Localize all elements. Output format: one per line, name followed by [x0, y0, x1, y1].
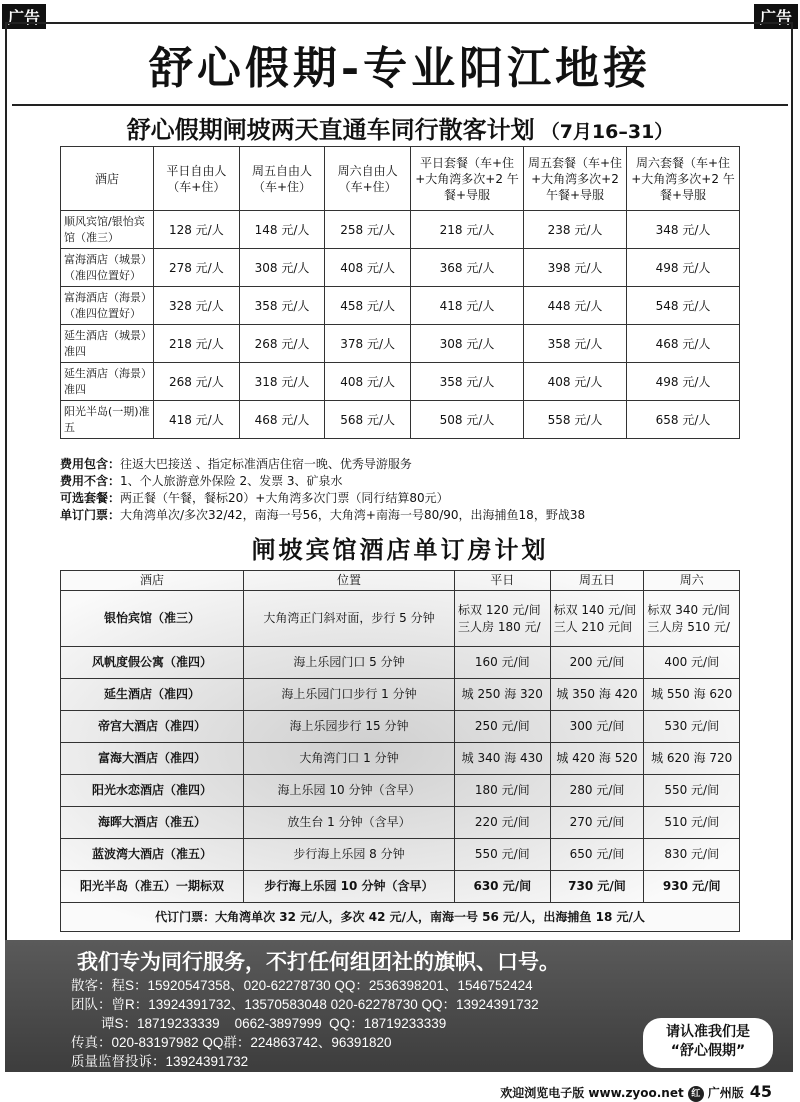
note-line: [60, 507, 750, 524]
contact-line: 质量监督投诉：13924391732: [71, 1054, 249, 1069]
price-cell: 408 元/人: [325, 363, 411, 401]
hotel-cell: 顺风宾馆/银怡宾馆（准三）: [61, 211, 154, 249]
table-row: [61, 363, 740, 401]
plan1-date-range: （7月16–31）: [540, 121, 674, 143]
price-cell: 258 元/人: [325, 211, 411, 249]
price-cell: 368 元/人: [411, 249, 524, 287]
table-row: [61, 679, 740, 711]
table-row: [61, 775, 740, 807]
location-cell: 大角湾正门斜对面，步行 5 分钟: [244, 591, 455, 647]
note-text: 大角湾单次/多次32/42，南海一号56，大角湾+南海一号80/90，出海捕鱼18，野战38: [120, 508, 586, 522]
hotel-cell: 富海酒店（城景）（准四位置好）: [61, 249, 154, 287]
price-cell: 530 元/间: [644, 711, 740, 743]
table-row: [61, 401, 740, 439]
price-cell: 830 元/间: [644, 839, 740, 871]
table-row: [61, 743, 740, 775]
price-cell: 630 元/间: [455, 871, 551, 903]
price-cell: 550 元/间: [455, 839, 551, 871]
price-cell: 148 元/人: [239, 211, 325, 249]
plan2-title: 闸坡宾馆酒店单订房计划: [251, 536, 549, 564]
table-row: [61, 249, 740, 287]
price-cell: 348 元/人: [627, 211, 740, 249]
price-cell: 标双 140 元/间 三人 210 元间: [550, 591, 644, 647]
price-cell: 278 元/人: [154, 249, 240, 287]
price-cell: 498 元/人: [627, 363, 740, 401]
price-cell: 448 元/人: [524, 287, 627, 325]
ad-label-left: 广告: [2, 4, 46, 29]
table-footer-row: [61, 903, 740, 932]
hotel-cell: 阳光半岛(一期)准五: [61, 401, 154, 439]
price-cell: 398 元/人: [524, 249, 627, 287]
price-cell: 城 620 海 720: [644, 743, 740, 775]
price-cell: 658 元/人: [627, 401, 740, 439]
price-cell: 300 元/间: [550, 711, 644, 743]
hotel-cell: 延生酒店（准四）: [61, 679, 244, 711]
price-cell: 城 550 海 620: [644, 679, 740, 711]
note-text: 两正餐（午餐，餐标20）+大角湾多次门票（同行结算80元）: [120, 491, 449, 505]
note-text: 1、个人旅游意外保险 2、发票 3、矿泉水: [120, 474, 343, 488]
price-cell: 160 元/间: [455, 647, 551, 679]
table-row: [61, 591, 740, 647]
location-cell: 步行海上乐园 8 分钟: [244, 839, 455, 871]
col-header: 周五日: [550, 571, 644, 591]
price-cell: 280 元/间: [550, 775, 644, 807]
col-header: 周六套餐（车+住+大角湾多次+2 午餐+导服: [627, 147, 740, 211]
price-cell: 城 340 海 430: [455, 743, 551, 775]
hotel-cell: 海晖大酒店（准五）: [61, 807, 244, 839]
table-row: [61, 711, 740, 743]
price-cell: 378 元/人: [325, 325, 411, 363]
location-cell: 放生台 1 分钟（含早）: [244, 807, 455, 839]
price-cell: 568 元/人: [325, 401, 411, 439]
location-cell: 海上乐园 10 分钟（含早）: [244, 775, 455, 807]
price-cell: 458 元/人: [325, 287, 411, 325]
price-cell: 180 元/间: [455, 775, 551, 807]
location-cell: 海上乐园门口 5 分钟: [244, 647, 455, 679]
note-line: [60, 473, 750, 490]
price-cell: 308 元/人: [411, 325, 524, 363]
hotel-cell: 富海酒店（海景）（准四位置好）: [61, 287, 154, 325]
hotel-cell: 帝宫大酒店（准四）: [61, 711, 244, 743]
price-cell: 城 420 海 520: [550, 743, 644, 775]
price-cell: 548 元/人: [627, 287, 740, 325]
price-cell: 标双 340 元/间 三人房 510 元/: [644, 591, 740, 647]
note-line: [60, 456, 750, 473]
contact-line: 传真：020-83197982 QQ群：224863742、96391820: [71, 1035, 392, 1050]
price-cell: 508 元/人: [411, 401, 524, 439]
ad-label-right: 广告: [754, 4, 798, 29]
contact-panel: [5, 940, 793, 1072]
brand-badge: [643, 1018, 773, 1068]
plan1-title-text: 舒心假期闸坡两天直通车同行散客计划: [126, 116, 535, 144]
note-label: 费用不含：: [60, 474, 121, 488]
col-header: 平日: [455, 571, 551, 591]
price-cell: 408 元/人: [524, 363, 627, 401]
footer-text: 欢迎浏览电子版 www.zyoo.net: [500, 1086, 684, 1100]
hotel-cell: 阳光半岛（准五）一期标双: [61, 871, 244, 903]
plan1-title: [0, 110, 800, 145]
price-cell: 418 元/人: [154, 401, 240, 439]
page-footer: [500, 1082, 772, 1102]
price-cell: 城 250 海 320: [455, 679, 551, 711]
price-cell: 128 元/人: [154, 211, 240, 249]
col-header: 周六: [644, 571, 740, 591]
hotel-cell: 延生酒店（海景）准四: [61, 363, 154, 401]
price-cell: 318 元/人: [239, 363, 325, 401]
hotel-cell: 风帆度假公寓（准四）: [61, 647, 244, 679]
price-cell: 408 元/人: [325, 249, 411, 287]
price-cell: 930 元/间: [644, 871, 740, 903]
price-cell: 498 元/人: [627, 249, 740, 287]
badge-line: “舒心假期”: [670, 1043, 746, 1059]
price-cell: 358 元/人: [524, 325, 627, 363]
table-header-row: [61, 571, 740, 591]
price-cell: 218 元/人: [411, 211, 524, 249]
table-row: [61, 647, 740, 679]
table-row: [61, 871, 740, 903]
note-label: 可选套餐：: [60, 491, 121, 505]
col-header: 酒店: [61, 571, 244, 591]
edition-label: 广州版: [707, 1086, 744, 1100]
location-cell: 海上乐园门口步行 1 分钟: [244, 679, 455, 711]
table-row: [61, 325, 740, 363]
price-cell: 400 元/间: [644, 647, 740, 679]
col-header: 位置: [244, 571, 455, 591]
price-cell: 418 元/人: [411, 287, 524, 325]
contact-lines: [71, 976, 539, 1071]
price-cell: 468 元/人: [239, 401, 325, 439]
price-cell: 标双 120 元/间 三人房 180 元/: [455, 591, 551, 647]
price-cell: 510 元/间: [644, 807, 740, 839]
note-line: [60, 490, 750, 507]
table-header-row: [61, 147, 740, 211]
table-row: [61, 287, 740, 325]
room-booking-table: [60, 570, 740, 932]
col-header: 周五套餐（车+住+大角湾多次+2 午餐+导服: [524, 147, 627, 211]
hotel-cell: 富海大酒店（准四）: [61, 743, 244, 775]
price-cell: 558 元/人: [524, 401, 627, 439]
price-cell: 268 元/人: [154, 363, 240, 401]
contact-line: 谭S：18719233339 0662-3897999 QQ：18719233339: [71, 1016, 447, 1031]
col-header: 周六自由人（车+住）: [325, 147, 411, 211]
hotel-cell: 银怡宾馆（准三）: [61, 591, 244, 647]
price-cell: 250 元/间: [455, 711, 551, 743]
price-cell: 城 350 海 420: [550, 679, 644, 711]
price-cell: 268 元/人: [239, 325, 325, 363]
hotel-cell: 阳光水恋酒店（准四）: [61, 775, 244, 807]
brand-title: 舒心假期-专业阳江地接: [148, 43, 652, 94]
price-cell: 730 元/间: [550, 871, 644, 903]
hotel-cell: 延生酒店（城景）准四: [61, 325, 154, 363]
publication-logo-icon: 红: [688, 1086, 704, 1102]
ticket-footer: 代订门票：大角湾单次 32 元/人，多次 42 元/人，南海一号 56 元/人，出海捕鱼 18 元/人: [61, 903, 740, 932]
table-row: [61, 839, 740, 871]
col-header: 周五自由人（车+住）: [239, 147, 325, 211]
col-header: 平日套餐（车+住+大角湾多次+2 午餐+导服: [411, 147, 524, 211]
table-row: [61, 807, 740, 839]
price-cell: 270 元/间: [550, 807, 644, 839]
location-cell: 步行海上乐园 10 分钟（含早）: [244, 871, 455, 903]
price-cell: 238 元/人: [524, 211, 627, 249]
price-cell: 200 元/间: [550, 647, 644, 679]
contact-line: 散客：程S：15920547358、020-62278730 QQ：2536398201、1546752424: [71, 978, 533, 993]
divider: [12, 104, 788, 106]
plan1-notes: [60, 456, 750, 524]
price-cell: 650 元/间: [550, 839, 644, 871]
tour-price-table: [60, 146, 740, 439]
contact-line: 团队：曾R：13924391732、13570583048 020-62278730 QQ：13924391732: [71, 997, 539, 1012]
price-cell: 358 元/人: [239, 287, 325, 325]
price-cell: 550 元/间: [644, 775, 740, 807]
badge-line: 请认准我们是: [666, 1024, 750, 1040]
price-cell: 328 元/人: [154, 287, 240, 325]
col-header: 平日自由人（车+住）: [154, 147, 240, 211]
price-cell: 468 元/人: [627, 325, 740, 363]
table-row: [61, 211, 740, 249]
hotel-cell: 蓝波湾大酒店（准五）: [61, 839, 244, 871]
price-cell: 218 元/人: [154, 325, 240, 363]
page-number: 45: [749, 1082, 772, 1101]
col-header: 酒店: [61, 147, 154, 211]
slogan: 我们专为同行服务，不打任何组团社的旗帜、口号。: [77, 950, 560, 974]
price-cell: 308 元/人: [239, 249, 325, 287]
price-cell: 358 元/人: [411, 363, 524, 401]
location-cell: 海上乐园步行 15 分钟: [244, 711, 455, 743]
note-label: 费用包含：: [60, 457, 121, 471]
price-cell: 220 元/间: [455, 807, 551, 839]
note-label: 单订门票：: [60, 508, 121, 522]
note-text: 往返大巴接送 、指定标准酒店住宿一晚、优秀导游服务: [120, 457, 412, 471]
location-cell: 大角湾门口 1 分钟: [244, 743, 455, 775]
